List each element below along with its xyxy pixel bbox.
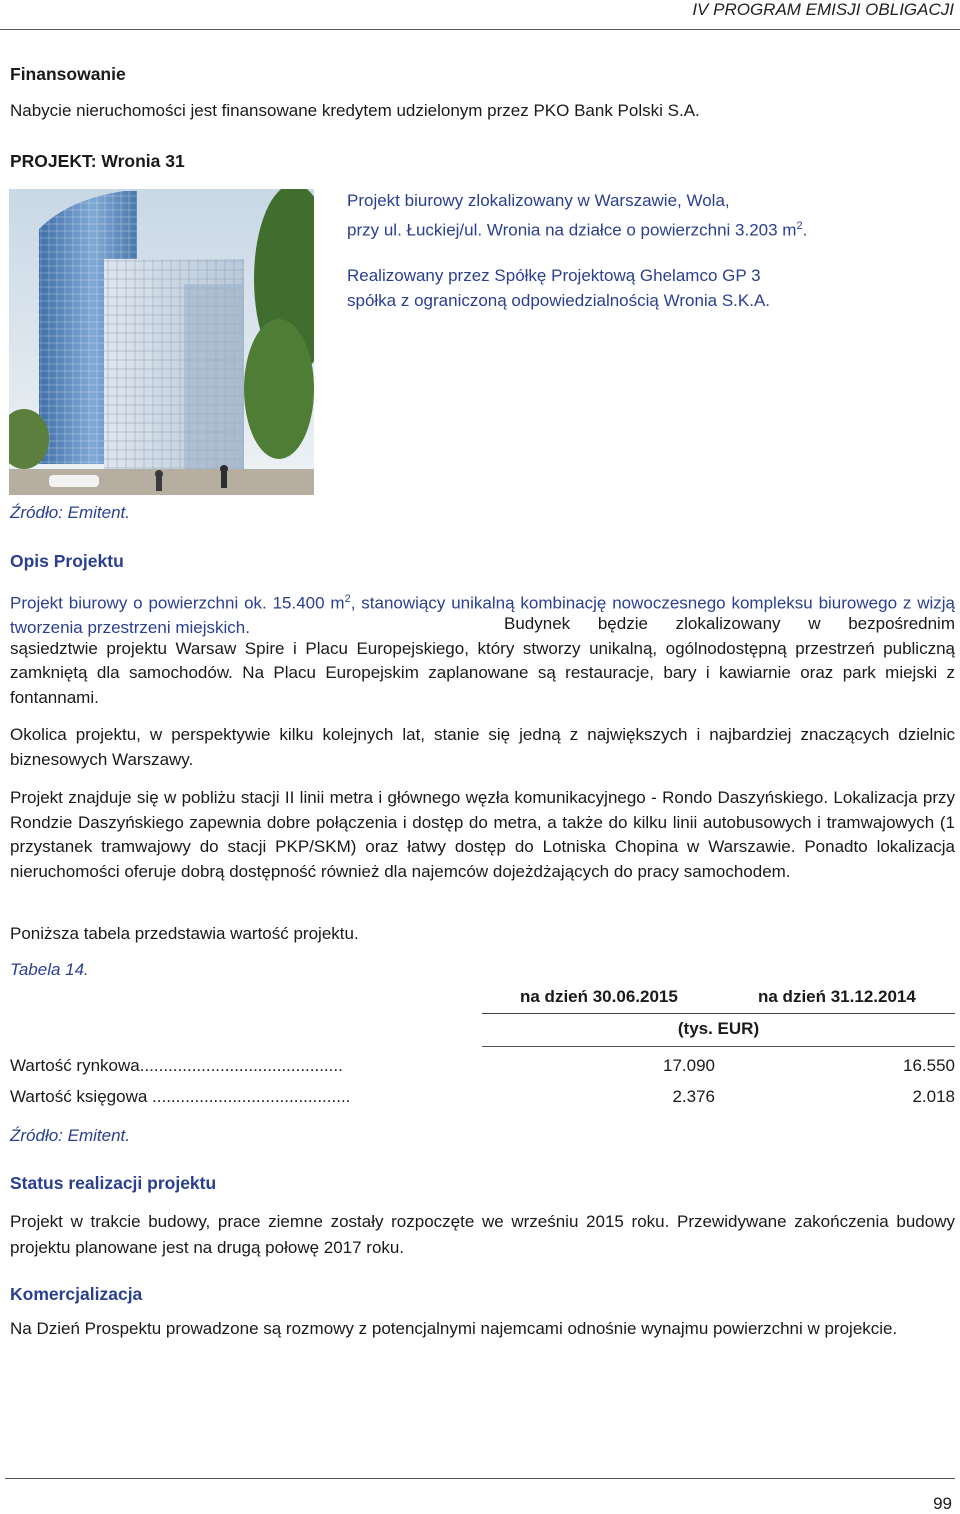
description-paragraph-1: Budynek będzie zlokalizowany w bezpośrednim sąsiedztwie projektu Warsaw Spire i Placu Europejskiego, który stworzy unikalną, ogólnodostępną przestrzeń publiczną zamkniętą dla samochodów. Na Placu Europejskim zaplanowane są restauracje, bary i kawiarnie oraz park miejski z fontannami.	[10, 614, 955, 707]
table-row-value-2014: 16.550	[903, 1056, 955, 1075]
project-location-line2: przy ul. Łuckiej/ul. Wronia na działce o powierzchni 3.203 $m^2$.	[347, 219, 808, 240]
description-paragraph-3: Projekt znajduje się w pobliżu stacji II linii metra i głównego węzła komunikacyjnego - Rondo Daszyńskiego. Lokalizacja przy Rondzie Daszyńskiego zapewnia dobre połączenia i dostęp do metra, a także do kilku linii autobusowych i tramwajowych (1 przystanek tramwajowy do stacji PKP/SKM) oraz łatwy dostęp do Lotniska Chopina w Warszawie. Ponadto lokalizacja nieruchomości oferuje dobrą dostępność również dla najemców dojeżdżających do pracy samochodem.	[10, 788, 955, 881]
commercial-text: Na Dzień Prospektu prowadzone są rozmowy z potencjalnymi najemcami odnośnie wynajmu powierzchni w projekcie.	[10, 1319, 898, 1338]
building-rendering-image	[9, 189, 314, 495]
table-header-row	[482, 985, 955, 1014]
table-row-value-2015: 17.090	[663, 1056, 715, 1075]
table-header-col2: na dzień 31.12.2014	[758, 987, 916, 1006]
table-source-note: Źródło: Emitent.	[10, 1126, 130, 1145]
table-row-label: Wartość księgowa ..........................................	[10, 1087, 351, 1106]
status-heading: Status realizacji projektu	[10, 1173, 217, 1193]
commercial-heading: Komercjalizacja	[10, 1284, 143, 1304]
table-row-value-2015: 2.376	[672, 1087, 715, 1106]
table-row-value-2014: 2.018	[912, 1087, 955, 1106]
header-divider	[0, 29, 960, 30]
description-heading: Opis Projektu	[10, 551, 124, 571]
project-developer-line1: Realizowany przez Spółkę Projektową Ghelamco GP 3	[347, 266, 761, 285]
footer-divider	[5, 1478, 955, 1479]
table-caption: Tabela 14.	[10, 960, 89, 979]
table-unit-divider	[482, 1046, 955, 1047]
financing-text: Nabycie nieruchomości jest finansowane kredytem udzielonym przez PKO Bank Polski S.A.	[10, 101, 700, 120]
description-paragraph-2: Okolica projektu, w perspektywie kilku kolejnych lat, stanie się jedną z największych i najbardziej znaczących dzielnic biznesowych Warszawy.	[10, 725, 955, 769]
page-number: 99	[933, 1494, 952, 1513]
description-paragraph-4: Poniższa tabela przedstawia wartość projektu.	[10, 924, 359, 943]
project-location-line1: Projekt biurowy zlokalizowany w Warszawie, Wola,	[347, 191, 730, 210]
image-source-note: Źródło: Emitent.	[10, 503, 130, 522]
table-row-label: Wartość rynkowa...........................................	[10, 1056, 343, 1075]
table-header-col1: na dzień 30.06.2015	[520, 987, 678, 1006]
project-title: PROJEKT: Wronia 31	[10, 151, 185, 171]
table-unit-label: (tys. EUR)	[677, 1019, 760, 1038]
description-paragraph-1-intro: Projekt biurowy o powierzchni ok. 15.400 $m^2$, stanowiący unikalną kombinację nowoczesnego kompleksu biurowego z wizją tworzenia przestrzeni miejskich.	[10, 593, 955, 638]
financing-heading: Finansowanie	[10, 64, 126, 84]
document-header-title: IV PROGRAM EMISJI OBLIGACJI	[692, 0, 954, 19]
project-developer-line2: spółka z ograniczoną odpowiedzialnością Wronia S.K.A.	[347, 290, 771, 310]
status-text: Projekt w trakcie budowy, prace ziemne zostały rozpoczęte we wrześniu 2015 roku. Przewidywane zakończenia budowy projektu planowane jest na drugą połowę 2017 roku.	[10, 1212, 955, 1257]
